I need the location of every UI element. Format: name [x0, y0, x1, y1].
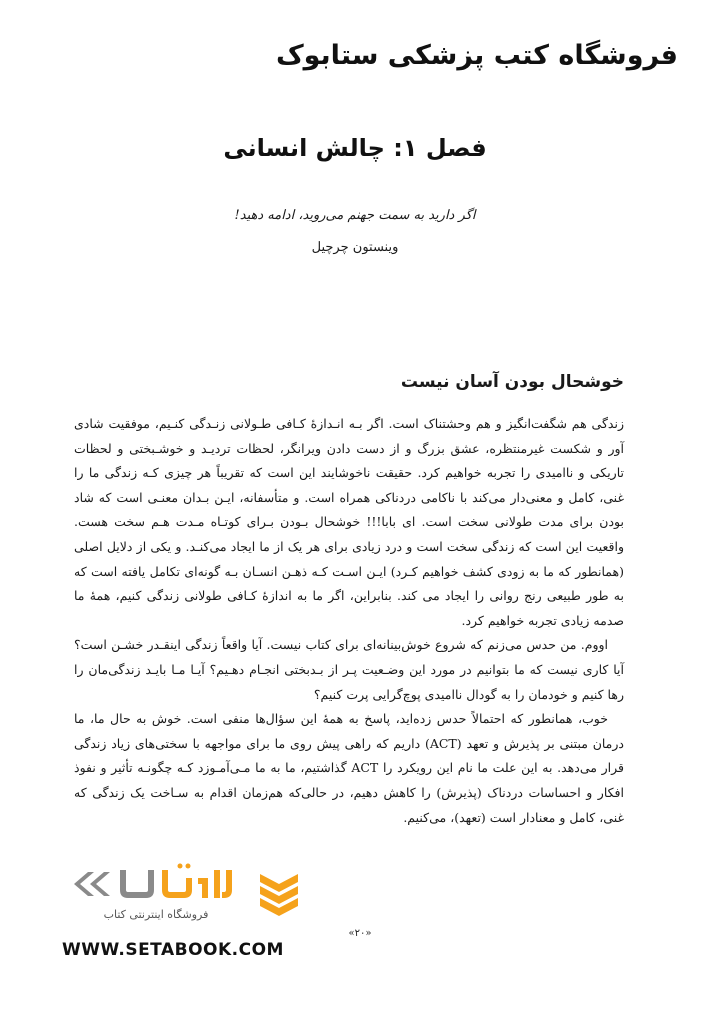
logo-mark-icon: [256, 868, 302, 918]
body-text: [74, 412, 624, 830]
page-number: «۲۰»: [348, 928, 372, 939]
paragraph-1: زندگی هم شگفت‌انگیز و هم وحشتناک است. اگر بـه انـدازۀ کـافی طـولانی زنـدگی کنـیم، موفقیت شادی آور و شکست غیرمنتظره، عشق بزرگ و از دست دادن ویرانگر، لحظات تردیـد و خوشـبختی و لحظات تاریکی و ناامیدی را تجربه خواهیم کرد. حقیقت ناخوشایند این است که تقریباً هر چیزی کـه زندگی ما را غنی، کامل و معنی‌دار می‌کند با ناکامی دردناکی همراه است. و متأسفانه، ایـن بـدان معنـی است که شاد بودن برای مدت طولانی سخت است. ای بابا!!! خوشحال بـودن بـرای کوتـاه مـدت هـم سخت هست. واقعیت این است که زندگی سخت است و درد زیادی برای هر یک از ما ایجاد می‌کنـد. و یکی از دلایل اصلی (همانطور که ما به زودی کشف خواهیم کـرد) ایـن اسـت کـه ذهـن انسـان بـه گونه‌ای تکامل یافته است که به طور طبیعی رنج روانی را ایجاد می کند. بنابراین، اگر ما به اندازۀ کـافی طولانی زندگی کنیم، همۀ ما صدمه زیادی تجربه خواهیم کرد.: [74, 416, 624, 628]
paragraph-3: خوب، همانطور که احتمالاً حدس زده‌اید، پاسخ به همۀ این سؤال‌ها منفی است. خوش به حال ما، ما درمان مبتنی بر پذیرش و تعهد (ACT) داریم که راهی پیش روی ما برای مواجهه با سختی‌های زیاد زندگی قرار می‌دهد. به این علت ما نام این رویکرد را ACT گذاشتیم، ما به ما مـی‌آمـوزد کـه چگونـه تأثیر و نفوذ افکار و احساسات دردناک (پذیرش) را کاهش دهیم، در حالی‌که هم‌زمان اقدام به سـاخت یک زندگی که غنی، کامل و معنادار است (تعهد)، می‌کنیم.: [74, 711, 624, 825]
logo-subtitle: فروشگاه اینترنتی کتاب: [103, 908, 209, 921]
store-title: فروشگاه کتب پزشکی ستابوک: [275, 40, 678, 71]
section-heading: خوشحال بودن آسان نیست: [400, 372, 624, 392]
chapter-title: فصل ۱: چالش انسانی: [223, 134, 487, 162]
setabook-logo: [62, 862, 302, 934]
paragraph-2: اووم. من حدس می‌زنم که شروع خوش‌بینانه‌ای برای کتاب نیست. آیا واقعاً زندگی اینقـدر خشـن است؟ آیا کاری نیست که ما بتوانیم در مورد این وضـعیت پـر از بـدبختی انجـام دهـیم؟ آیـا مـا بایـد زندگی‌مان را رها کنیم و خودمان را به گودال ناامیدی پوچ‌گرایی پرت کنیم؟: [74, 637, 624, 702]
epigraph-author: وینستون چرچیل: [311, 240, 399, 255]
logo-wordmark-icon: [68, 862, 244, 906]
website-url: WWW.SETABOOK.COM: [62, 940, 284, 960]
epigraph-quote: اگر دارید به سمت جهنم می‌روید، ادامه دهید!: [234, 208, 476, 223]
